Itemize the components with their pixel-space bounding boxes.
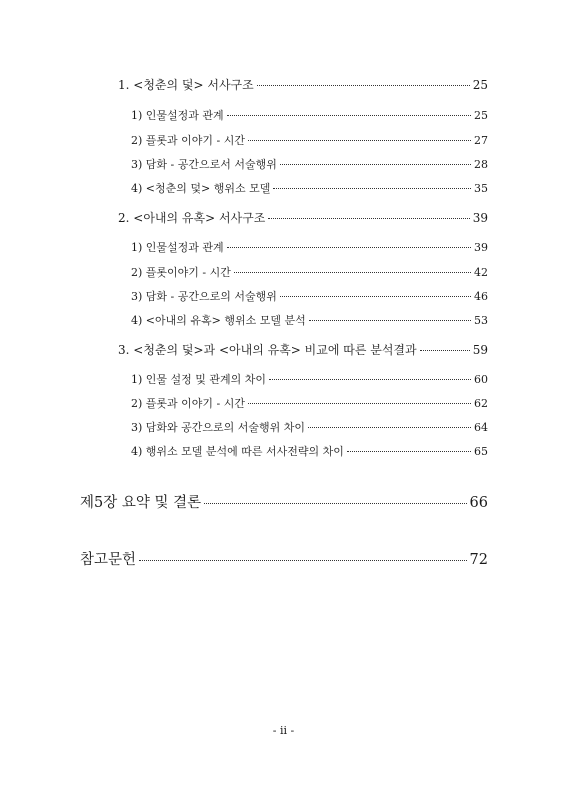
dot-leader [269, 379, 471, 380]
toc-entry-label: 1) 인물설정과 관계 [131, 109, 224, 122]
toc-entry-page: 35 [474, 182, 488, 195]
toc-subsection-1-3[interactable] [131, 156, 488, 172]
toc-entry-page: 72 [469, 552, 488, 568]
toc-subsection-2-2[interactable] [131, 264, 488, 280]
toc-entry-label: 4) 행위소 모델 분석에 따른 서사전략의 차이 [131, 445, 344, 458]
toc-entry-page: 62 [474, 397, 488, 410]
toc-entry-label: 3) 담화 - 공간으로서 서술행위 [131, 158, 277, 171]
dot-leader [227, 247, 471, 248]
dot-leader [227, 115, 471, 116]
toc-subsection-2-3[interactable] [131, 288, 488, 304]
toc-subsection-2-4[interactable] [131, 312, 488, 328]
dot-leader [204, 503, 466, 504]
dot-leader [139, 560, 467, 561]
toc-entry-page: 59 [472, 343, 488, 357]
toc-entry-page: 42 [474, 266, 488, 279]
dot-leader [420, 350, 470, 351]
toc-entry-page: 64 [474, 421, 488, 434]
toc-subsection-3-1[interactable] [131, 371, 488, 387]
dot-leader [234, 272, 471, 273]
dot-leader [248, 140, 471, 141]
dot-leader [309, 320, 471, 321]
toc-entry-label: 1. <청춘의 덫> 서사구조 [118, 78, 254, 92]
toc-subsection-3-3[interactable] [131, 419, 488, 435]
toc-entry-page: 66 [469, 495, 488, 511]
dot-leader [347, 451, 471, 452]
toc-entry-label: 3) 담화와 공간으로의 서술행위 차이 [131, 421, 306, 434]
toc-entry-label: 2) 플롯과 이야기 - 시간 [131, 134, 246, 147]
dot-leader [268, 218, 469, 219]
toc-entry-page: 46 [474, 290, 488, 303]
toc-entry-label: 1) 인물 설정 및 관계의 차이 [131, 373, 267, 386]
toc-entry-label: 2. <아내의 유혹> 서사구조 [118, 211, 266, 225]
toc-entry-page: 39 [472, 211, 488, 225]
toc-subsection-1-2[interactable] [131, 132, 488, 148]
toc-section-1[interactable] [118, 76, 488, 93]
dot-leader [280, 164, 471, 165]
page-number: - ii - [272, 724, 295, 737]
toc-entry-label: 4) <아내의 유혹> 행위소 모델 분석 [131, 314, 306, 327]
toc-entry-label: 3) 담화 - 공간으로의 서술행위 [131, 290, 277, 303]
dot-leader [273, 188, 471, 189]
toc-subsection-1-4[interactable] [131, 180, 488, 196]
toc-entry-page: 53 [474, 314, 488, 327]
dot-leader [257, 85, 470, 86]
toc-entry-page: 65 [474, 445, 488, 458]
toc-entry-page: 39 [474, 241, 488, 254]
toc-entry-page: 25 [472, 78, 488, 92]
toc-references[interactable] [80, 548, 488, 569]
toc-entry-label: 2) 플롯과 이야기 - 시간 [131, 397, 246, 410]
toc-entry-page: 60 [474, 373, 488, 386]
toc-entry-label: 1) 인물설정과 관계 [131, 241, 224, 254]
toc-entry-label: 제5장 요약 및 결론 [80, 495, 202, 511]
toc-entry-label: 2) 플롯이야기 - 시간 [131, 266, 231, 279]
toc-subsection-2-1[interactable] [131, 239, 488, 255]
toc-section-3[interactable] [118, 341, 488, 358]
dot-leader [308, 427, 471, 428]
toc-entry-label: 4) <청춘의 덫> 행위소 모델 [131, 182, 271, 195]
toc-subsection-3-4[interactable] [131, 443, 488, 459]
toc-entry-label: 참고문헌 [80, 552, 137, 568]
toc-entry-page: 28 [474, 158, 488, 171]
dot-leader [248, 403, 471, 404]
toc-chapter-5[interactable] [80, 491, 488, 512]
toc-entry-label: 3. <청춘의 덫>과 <아내의 유혹> 비교에 따른 분석결과 [118, 343, 417, 357]
dot-leader [280, 296, 471, 297]
toc-entry-page: 27 [474, 134, 488, 147]
toc-subsection-1-1[interactable] [131, 107, 488, 123]
toc-entry-page: 25 [474, 109, 488, 122]
toc-subsection-3-2[interactable] [131, 395, 488, 411]
toc-section-2[interactable] [118, 209, 488, 226]
